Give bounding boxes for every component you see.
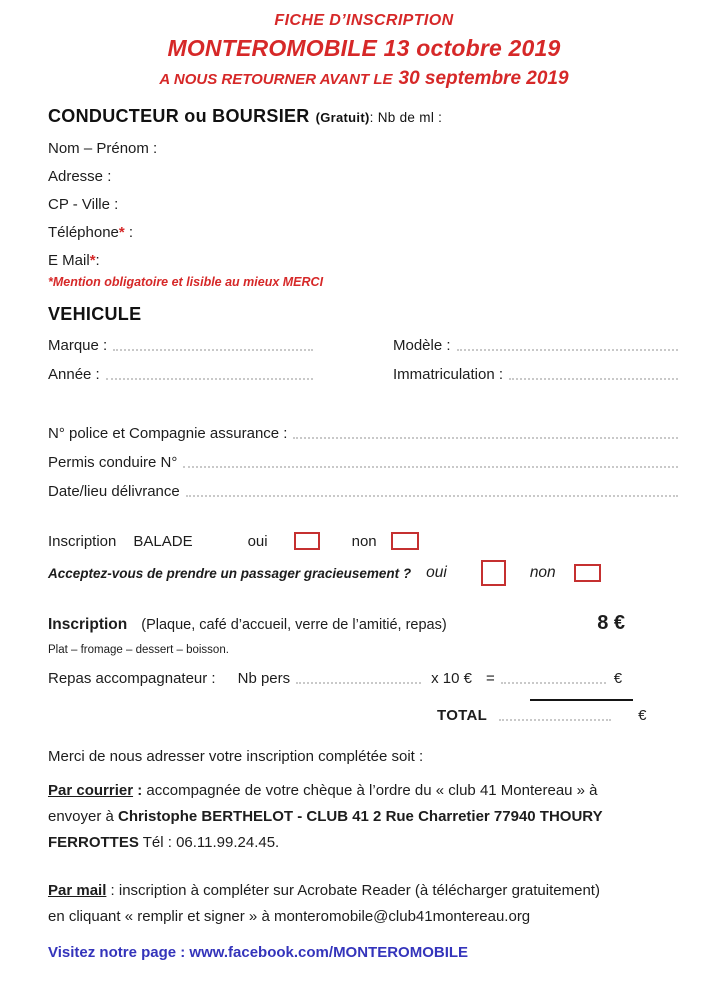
inscription-price-row: [48, 612, 680, 635]
courrier-sep: :: [133, 782, 147, 799]
annee-fill-line[interactable]: [106, 378, 313, 380]
repas-total-fill-line[interactable]: [501, 682, 606, 684]
required-asterisk: *: [118, 224, 125, 241]
cp-ville-field[interactable]: [48, 196, 680, 211]
nom-prenom-field[interactable]: [48, 140, 680, 155]
merci-text: Merci de nous adresser votre inscription complétée soit :: [48, 748, 424, 765]
police-assurance-row: [48, 425, 680, 442]
balade-non-checkbox[interactable]: [391, 532, 419, 550]
inscription-price: 8 €: [597, 612, 625, 634]
conducteur-heading: [48, 106, 680, 127]
passager-oui-checkbox[interactable]: [481, 560, 506, 586]
balade-non-label: non: [351, 532, 377, 550]
immatriculation-label: Immatriculation :: [393, 366, 504, 383]
par-courrier-label: Par courrier: [48, 782, 134, 799]
total-row: [437, 707, 680, 724]
annee-label: Année :: [48, 366, 100, 383]
nom-prenom-label: Nom – Prénom :: [48, 140, 158, 157]
courrier-phone: Tél : 06.11.99.24.45.: [138, 834, 280, 851]
form-header: [48, 12, 680, 90]
permis-row: [48, 454, 680, 471]
conducteur-fields: [48, 140, 680, 267]
par-mail-paragraph: [48, 878, 680, 930]
deadline-prefix: A NOUS RETOURNER AVANT LE: [159, 71, 393, 88]
conducteur-heading-main: CONDUCTEUR ou BOURSIER: [48, 106, 310, 126]
courrier-address: Christophe BERTHELOT - CLUB 41 2 Rue Charretier 77940 THOURY: [118, 808, 603, 825]
euro-sign: €: [613, 670, 623, 687]
mail-line2: en cliquant « remplir et signer » à monteromobile@club41montereau.org: [48, 908, 531, 925]
facebook-link[interactable]: Visitez notre page : www.facebook.com/MONTEROMOBILE: [48, 944, 469, 961]
repas-label: Repas accompagnateur :: [48, 670, 216, 687]
marque-fill-line[interactable]: [113, 349, 313, 351]
passager-oui-label: oui: [426, 564, 447, 581]
email-field[interactable]: [48, 252, 680, 267]
passager-question: Acceptez-vous de prendre un passager gracieusement ?: [48, 565, 412, 581]
delivrance-row: [48, 483, 680, 500]
inscription-detail: (Plaque, café d’accueil, verre de l’amitié, repas): [141, 617, 447, 633]
delivrance-label: Date/lieu délivrance: [48, 483, 180, 500]
police-fill-line[interactable]: [293, 437, 678, 439]
marque-label: Marque :: [48, 337, 108, 354]
passager-row: [48, 560, 680, 586]
return-deadline: [48, 68, 680, 90]
deadline-date: 30 septembre 2019: [398, 68, 569, 89]
courrier-line3a: FERROTTES: [48, 834, 139, 851]
telephone-label: Téléphone: [48, 224, 119, 241]
par-mail-label: Par mail: [48, 882, 107, 899]
event-title: MONTEROMOBILE 13 octobre 2019: [167, 35, 561, 61]
telephone-colon: :: [124, 224, 134, 241]
nb-pers-fill-line[interactable]: [296, 682, 421, 684]
required-asterisk: *: [89, 252, 96, 269]
delivrance-fill-line[interactable]: [186, 495, 678, 497]
permis-fill-line[interactable]: [183, 466, 678, 468]
vehicule-row-2: [48, 366, 680, 383]
mail-line1: : inscription à compléter sur Acrobate Reader (à télécharger gratuitement): [106, 882, 600, 899]
inscription-balade-label: Inscription: [48, 532, 117, 550]
total-euro-sign: €: [638, 707, 647, 724]
x10-label: x 10 €: [431, 670, 473, 687]
nb-ml-label: : Nb de ml :: [369, 110, 443, 125]
inscription-label: Inscription: [48, 616, 128, 633]
mandatory-note: *Mention obligatoire et lisible au mieux MERCI: [48, 275, 324, 289]
immatriculation-fill-line[interactable]: [509, 378, 678, 380]
modele-fill-line[interactable]: [457, 349, 678, 351]
adresse-label: Adresse :: [48, 168, 112, 185]
vehicule-heading: VEHICULE: [48, 304, 142, 324]
nb-pers-label: Nb pers: [237, 670, 291, 687]
balade-oui-checkbox[interactable]: [294, 532, 320, 550]
menu-detail: Plat – fromage – dessert – boisson.: [48, 644, 229, 656]
passager-non-label: non: [529, 564, 556, 581]
par-courrier-paragraph: [48, 778, 680, 856]
equals-sign: =: [486, 670, 495, 687]
police-assurance-label: N° police et Compagnie assurance :: [48, 425, 288, 442]
total-label: TOTAL: [437, 707, 488, 724]
gratuit-label: (Gratuit): [315, 110, 370, 125]
vehicule-row-1: [48, 337, 680, 354]
modele-label: Modèle :: [393, 337, 451, 354]
adresse-field[interactable]: [48, 168, 680, 183]
email-label: E Mail: [48, 252, 90, 269]
form-title: FICHE D’INSCRIPTION: [274, 12, 454, 29]
inscription-balade-row: [48, 532, 680, 550]
email-colon: :: [95, 252, 100, 269]
courrier-line1: accompagnée de votre chèque à l’ordre du « club 41 Montereau » à: [146, 782, 598, 799]
courrier-line2a: envoyer à: [48, 808, 119, 825]
balade-label: BALADE: [133, 532, 193, 550]
total-separator-line: [530, 699, 633, 701]
repas-row: [48, 670, 680, 687]
telephone-field[interactable]: [48, 224, 680, 239]
permis-label: Permis conduire N°: [48, 454, 178, 471]
passager-non-checkbox[interactable]: [574, 564, 601, 582]
balade-oui-label: oui: [247, 532, 268, 550]
total-fill-line[interactable]: [499, 719, 611, 721]
cp-ville-label: CP - Ville :: [48, 196, 119, 213]
